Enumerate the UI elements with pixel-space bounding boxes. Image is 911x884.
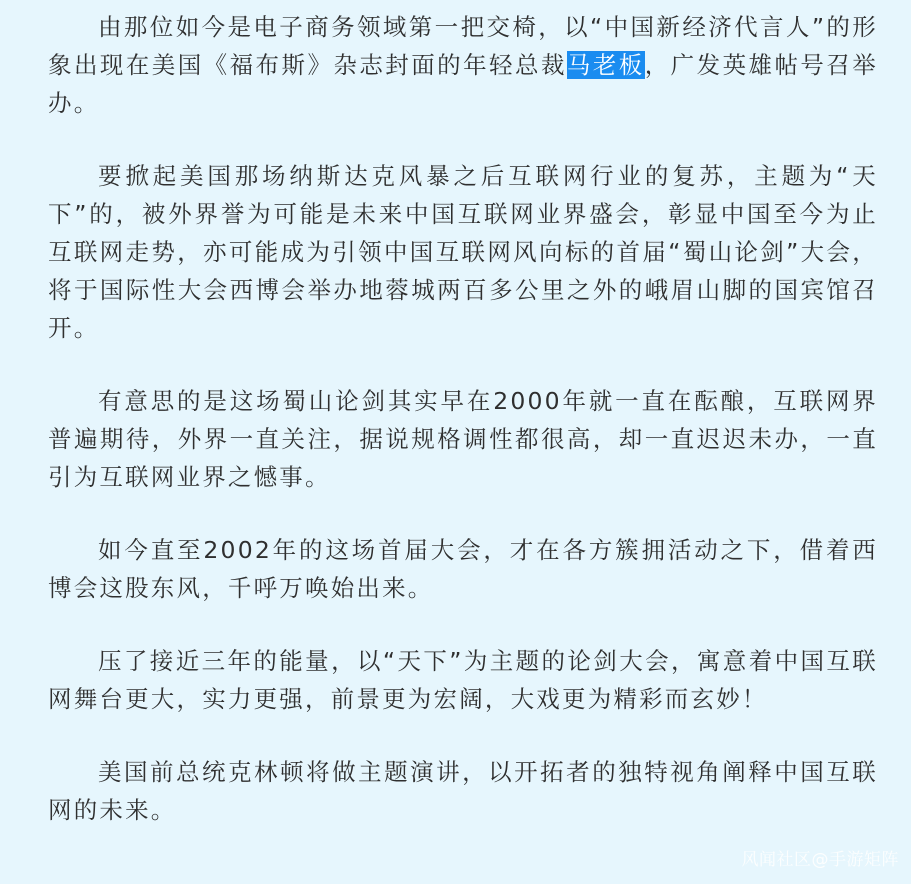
- paragraph-1-text-before: 由那位如今是电子商务领域第一把交椅，以“中国新经济代言人”的形象出现在美国《福布斯》杂志封面的年轻总裁: [48, 13, 878, 79]
- paragraph-1: [48, 8, 878, 122]
- paragraph-2: 要掀起美国那场纳斯达克风暴之后互联网行业的复苏，主题为“天下”的，被外界誉为可能是未来中国互联网业界盛会，彰显中国至今为止互联网走势，亦可能成为引领中国互联网风向标的首届“蜀山论剑”大会，将于国际性大会西博会举办地蓉城两百多公里之外的峨眉山脚的国宾馆召开。: [48, 162, 878, 342]
- paragraph-4: 如今直至2002年的这场首届大会，才在各方簇拥活动之下，借着西博会这股东风，千呼万唤始出来。: [48, 536, 878, 602]
- article-body: [48, 8, 878, 864]
- watermark: 风闻社区@手游矩阵: [741, 850, 899, 870]
- paragraph-3: 有意思的是这场蜀山论剑其实早在2000年就一直在酝酿，互联网界普遍期待，外界一直关注，据说规格调性都很高，却一直迟迟未办，一直引为互联网业界之憾事。: [48, 387, 878, 491]
- paragraph-6: 美国前总统克林顿将做主题演讲，以开拓者的独特视角阐释中国互联网的未来。: [48, 758, 878, 824]
- paragraph-5: 压了接近三年的能量，以“天下”为主题的论剑大会，寓意着中国互联网舞台更大，实力更强，前景更为宏阔，大戏更为精彩而玄妙！: [48, 647, 878, 713]
- highlighted-selection[interactable]: 马老板: [566, 51, 645, 79]
- paragraph-1-text-after: ，广发英雄帖号召举办。: [48, 51, 878, 117]
